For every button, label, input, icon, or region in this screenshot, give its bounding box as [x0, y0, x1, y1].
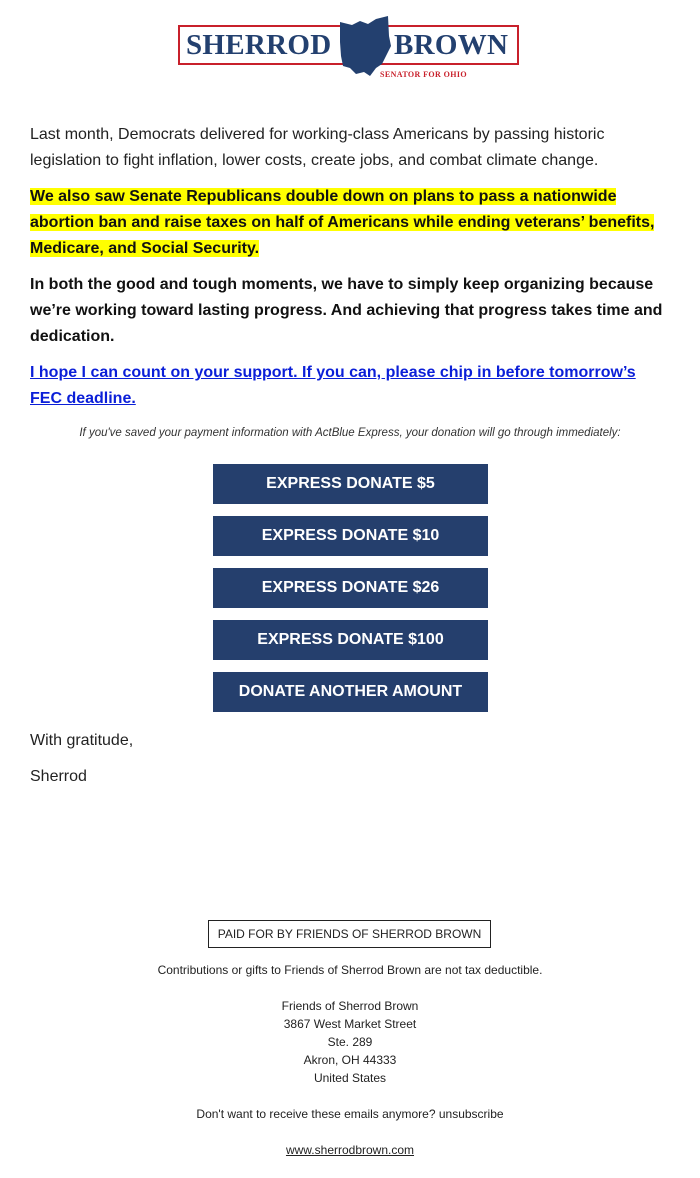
support-link[interactable]: I hope I can count on your support. If you can, please chip in before tomorrow’s FEC deadline. — [30, 364, 636, 407]
unsubscribe-line — [0, 1105, 700, 1123]
campaign-logo — [178, 16, 523, 80]
address-org: Friends of Sherrod Brown — [281, 999, 419, 1013]
paid-for-disclaimer: PAID FOR BY FRIENDS OF SHERROD BROWN — [208, 920, 491, 948]
website-line — [0, 1141, 700, 1159]
actblue-express-note: If you've saved your payment information with ActBlue Express, your donation will go through immediately: — [79, 427, 621, 439]
logo-first-name: SHERROD — [186, 29, 332, 61]
address-city: Akron, OH 44333 — [303, 1053, 397, 1067]
logo-subtitle: SENATOR FOR OHIO — [380, 70, 468, 79]
express-donate-26-button[interactable]: EXPRESS DONATE $26 — [213, 568, 488, 608]
signature: Sherrod — [30, 768, 87, 785]
address-street: 3867 West Market Street — [283, 1017, 417, 1031]
paragraph-highlighted — [30, 184, 670, 262]
address-country: United States — [313, 1071, 387, 1085]
closing-line: With gratitude, — [30, 732, 134, 749]
website-link[interactable]: www.sherrodbrown.com — [285, 1143, 415, 1157]
donate-button-group — [213, 464, 488, 724]
logo-last-name: BROWN — [394, 29, 509, 61]
unsubscribe-prefix: Don't want to receive these emails anymore? — [196, 1107, 436, 1121]
paragraph-support — [30, 360, 670, 412]
tax-deductible-note: Contributions or gifts to Friends of Sherrod Brown are not tax deductible. — [157, 963, 543, 977]
address-suite: Ste. 289 — [327, 1035, 373, 1049]
donate-another-amount-button[interactable]: DONATE ANOTHER AMOUNT — [213, 672, 488, 712]
unsubscribe-link[interactable]: unsubscribe — [438, 1107, 504, 1121]
highlighted-text: We also saw Senate Republicans double down on plans to pass a nationwide abortion ban and raise taxes on half of Americans while ending veterans’ benefits, Medicare, and Social Security. — [30, 188, 655, 257]
express-donate-5-button[interactable]: EXPRESS DONATE $5 — [213, 464, 488, 504]
express-donate-10-button[interactable]: EXPRESS DONATE $10 — [213, 516, 488, 556]
express-donate-100-button[interactable]: EXPRESS DONATE $100 — [213, 620, 488, 660]
ohio-state-icon — [338, 16, 392, 78]
email-body — [30, 122, 670, 412]
paragraph-organizing: In both the good and tough moments, we have to simply keep organizing because we’re working toward lasting progress. And achieving that progress takes time and dedication. — [30, 276, 663, 345]
paragraph-intro: Last month, Democrats delivered for working-class Americans by passing historic legislation to fight inflation, lower costs, create jobs, and combat climate change. — [30, 126, 605, 169]
